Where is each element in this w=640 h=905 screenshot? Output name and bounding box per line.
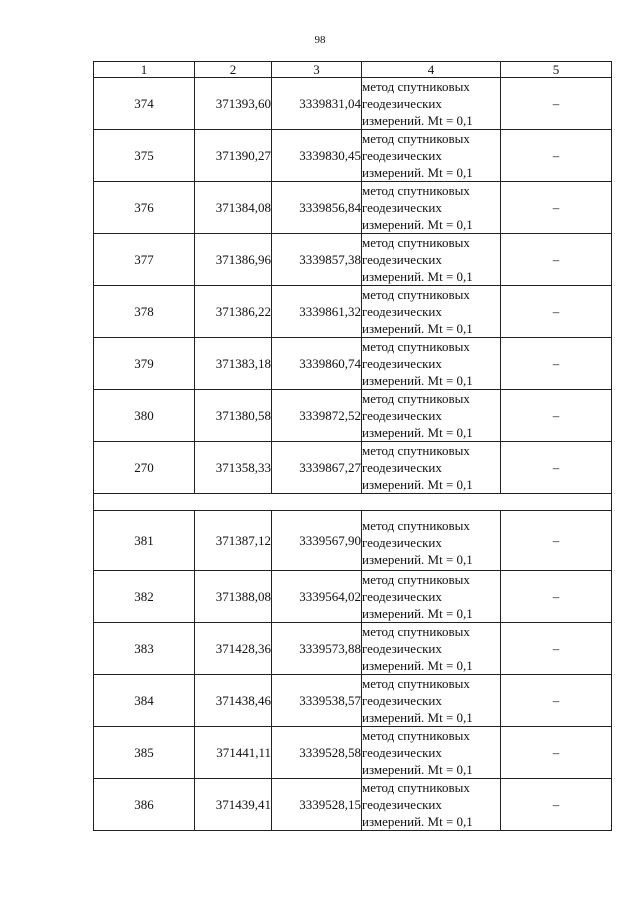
method-line: метод спутниковых [362, 572, 470, 587]
table-row [94, 623, 612, 675]
method-line: метод спутниковых [362, 287, 470, 302]
y-coordinate-cell: 3339872,52 [272, 390, 362, 442]
note-cell: – [501, 182, 612, 234]
method-line: метод спутниковых [362, 339, 470, 354]
method-line: геодезических [362, 535, 442, 550]
point-number-cell: 381 [94, 511, 195, 571]
y-coordinate-cell: 3339861,32 [272, 286, 362, 338]
header-cell: 1 [94, 62, 195, 78]
method-line: измерений. Mt = 0,1 [362, 814, 473, 829]
y-coordinate-cell: 3339538,57 [272, 675, 362, 727]
header-cell: 4 [362, 62, 501, 78]
method-line: геодезических [362, 589, 442, 604]
point-number-cell: 374 [94, 78, 195, 130]
point-number-cell: 383 [94, 623, 195, 675]
note-cell: – [501, 390, 612, 442]
method-line: геодезических [362, 200, 442, 215]
method-line: метод спутниковых [362, 235, 470, 250]
method-line: метод спутниковых [362, 518, 470, 533]
x-coordinate-cell: 371438,46 [195, 675, 272, 727]
point-number-cell: 386 [94, 779, 195, 831]
x-coordinate-cell: 371393,60 [195, 78, 272, 130]
y-coordinate-cell: 3339857,38 [272, 234, 362, 286]
x-coordinate-cell: 371439,41 [195, 779, 272, 831]
method-line: геодезических [362, 356, 442, 371]
method-line: измерений. Mt = 0,1 [362, 425, 473, 440]
table-separator-row [94, 494, 612, 511]
note-cell: – [501, 338, 612, 390]
method-cell [362, 338, 501, 390]
method-line: геодезических [362, 745, 442, 760]
point-number-cell: 382 [94, 571, 195, 623]
method-cell [362, 182, 501, 234]
note-cell: – [501, 511, 612, 571]
table-row [94, 286, 612, 338]
table-row [94, 442, 612, 494]
method-line: метод спутниковых [362, 624, 470, 639]
table-row [94, 571, 612, 623]
point-number-cell: 384 [94, 675, 195, 727]
page-number: 98 [314, 34, 326, 46]
method-line: измерений. Mt = 0,1 [362, 658, 473, 673]
method-line: измерений. Mt = 0,1 [362, 606, 473, 621]
note-cell: – [501, 571, 612, 623]
method-line: измерений. Mt = 0,1 [362, 321, 473, 336]
x-coordinate-cell: 371387,12 [195, 511, 272, 571]
y-coordinate-cell: 3339528,58 [272, 727, 362, 779]
method-line: измерений. Mt = 0,1 [362, 165, 473, 180]
coordinates-table [93, 61, 612, 831]
x-coordinate-cell: 371388,08 [195, 571, 272, 623]
x-coordinate-cell: 371358,33 [195, 442, 272, 494]
x-coordinate-cell: 371380,58 [195, 390, 272, 442]
method-cell [362, 727, 501, 779]
note-cell: – [501, 130, 612, 182]
y-coordinate-cell: 3339830,45 [272, 130, 362, 182]
method-line: геодезических [362, 641, 442, 656]
header-cell: 5 [501, 62, 612, 78]
method-line: геодезических [362, 693, 442, 708]
point-number-cell: 270 [94, 442, 195, 494]
note-cell: – [501, 779, 612, 831]
method-cell [362, 571, 501, 623]
method-line: геодезических [362, 460, 442, 475]
point-number-cell: 377 [94, 234, 195, 286]
x-coordinate-cell: 371428,36 [195, 623, 272, 675]
method-line: геодезических [362, 797, 442, 812]
separator-cell [94, 494, 612, 511]
method-line: геодезических [362, 304, 442, 319]
table-row [94, 675, 612, 727]
method-line: метод спутниковых [362, 443, 470, 458]
method-line: метод спутниковых [362, 183, 470, 198]
method-cell [362, 623, 501, 675]
y-coordinate-cell: 3339860,74 [272, 338, 362, 390]
table-row [94, 511, 612, 571]
x-coordinate-cell: 371386,96 [195, 234, 272, 286]
note-cell: – [501, 442, 612, 494]
method-line: геодезических [362, 408, 442, 423]
method-line: измерений. Mt = 0,1 [362, 762, 473, 777]
note-cell: – [501, 727, 612, 779]
note-cell: – [501, 623, 612, 675]
y-coordinate-cell: 3339528,15 [272, 779, 362, 831]
method-line: измерений. Mt = 0,1 [362, 477, 473, 492]
x-coordinate-cell: 371383,18 [195, 338, 272, 390]
table-row [94, 390, 612, 442]
note-cell: – [501, 234, 612, 286]
method-cell [362, 286, 501, 338]
table-row [94, 779, 612, 831]
x-coordinate-cell: 371390,27 [195, 130, 272, 182]
header-cell: 2 [195, 62, 272, 78]
x-coordinate-cell: 371441,11 [195, 727, 272, 779]
table-row [94, 130, 612, 182]
x-coordinate-cell: 371384,08 [195, 182, 272, 234]
header-cell: 3 [272, 62, 362, 78]
method-line: метод спутниковых [362, 391, 470, 406]
point-number-cell: 385 [94, 727, 195, 779]
table-row [94, 78, 612, 130]
y-coordinate-cell: 3339856,84 [272, 182, 362, 234]
point-number-cell: 375 [94, 130, 195, 182]
point-number-cell: 380 [94, 390, 195, 442]
y-coordinate-cell: 3339567,90 [272, 511, 362, 571]
method-line: метод спутниковых [362, 131, 470, 146]
method-cell [362, 675, 501, 727]
point-number-cell: 378 [94, 286, 195, 338]
method-cell [362, 78, 501, 130]
method-line: метод спутниковых [362, 79, 470, 94]
method-line: геодезических [362, 148, 442, 163]
method-line: измерений. Mt = 0,1 [362, 217, 473, 232]
method-line: метод спутниковых [362, 780, 470, 795]
table-row [94, 338, 612, 390]
method-line: геодезических [362, 96, 442, 111]
method-line: метод спутниковых [362, 728, 470, 743]
y-coordinate-cell: 3339564,02 [272, 571, 362, 623]
method-cell [362, 234, 501, 286]
note-cell: – [501, 78, 612, 130]
note-cell: – [501, 675, 612, 727]
table-header-row [94, 62, 612, 78]
table-row [94, 234, 612, 286]
note-cell: – [501, 286, 612, 338]
method-line: измерений. Mt = 0,1 [362, 710, 473, 725]
method-line: измерений. Mt = 0,1 [362, 269, 473, 284]
method-cell [362, 779, 501, 831]
method-cell [362, 130, 501, 182]
table-row [94, 727, 612, 779]
method-line: измерений. Mt = 0,1 [362, 373, 473, 388]
table-row [94, 182, 612, 234]
method-line: измерений. Mt = 0,1 [362, 552, 473, 567]
method-line: метод спутниковых [362, 676, 470, 691]
point-number-cell: 376 [94, 182, 195, 234]
x-coordinate-cell: 371386,22 [195, 286, 272, 338]
method-cell [362, 511, 501, 571]
y-coordinate-cell: 3339867,27 [272, 442, 362, 494]
y-coordinate-cell: 3339831,04 [272, 78, 362, 130]
y-coordinate-cell: 3339573,88 [272, 623, 362, 675]
method-cell [362, 390, 501, 442]
method-line: геодезических [362, 252, 442, 267]
method-line: измерений. Mt = 0,1 [362, 113, 473, 128]
point-number-cell: 379 [94, 338, 195, 390]
method-cell [362, 442, 501, 494]
